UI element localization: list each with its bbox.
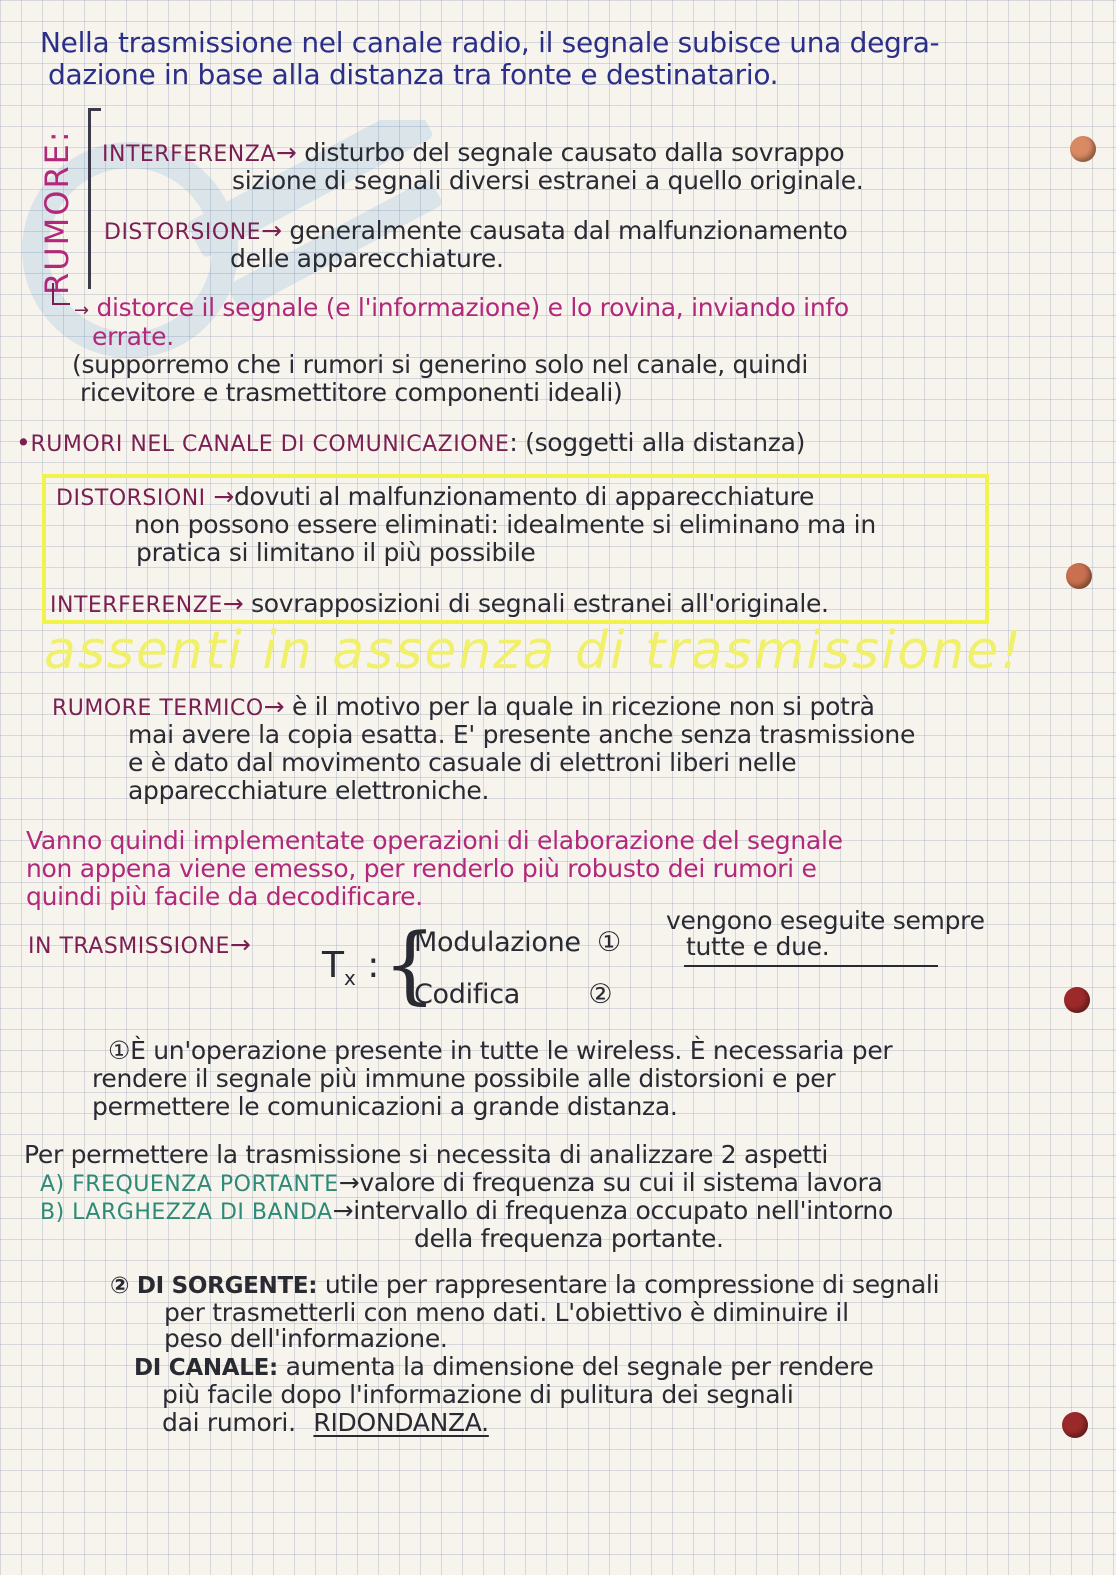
- arrow-icon: →: [275, 138, 297, 167]
- tx-label: $T_x$ :: [322, 945, 380, 991]
- arrow-icon: →: [213, 482, 234, 511]
- ridondanza-label: RIDONDANZA.: [313, 1408, 489, 1437]
- canale-def-3-row: [162, 1408, 489, 1438]
- aspetti-intro: Per permettere la trasmissione si necessita di analizzare 2 aspetti: [24, 1140, 829, 1169]
- intro-line-1: Nella trasmissione nel canale radio, il segnale subisce una degra-: [40, 26, 940, 59]
- side-note-2: tutte e due.: [686, 932, 830, 961]
- aspetti-b-label: B) LARGHEZZA DI BANDA: [40, 1200, 333, 1225]
- modulazione-line-2: rendere il segnale più immune possibile alle distorsioni e per: [92, 1064, 836, 1093]
- trasmissione-label-row: [28, 930, 251, 962]
- rumore-effect-2: errate.: [92, 322, 174, 351]
- rumore-vertical-label: RUMORE:: [38, 129, 76, 295]
- arrow-icon: →: [263, 692, 285, 721]
- distorsione-def-1: generalmente causata dal malfunzionamento: [289, 216, 848, 245]
- modulazione-line-1: ①È un'operazione presente in tutte le wireless. È necessaria per: [108, 1036, 893, 1065]
- sorgente-def-3: peso dell'informazione.: [164, 1324, 448, 1353]
- op-codifica: Codifica: [414, 979, 521, 1010]
- distorsioni-def-2: non possono essere eliminati: idealmente si eliminano ma in: [134, 510, 876, 539]
- binder-hole-1: [1070, 136, 1096, 162]
- interferenza-def-2: sizione di segnali diversi estranei a quello originale.: [232, 166, 864, 195]
- sorgente-row: [110, 1270, 939, 1301]
- distorsioni-def-3: pratica si limitano il più possibile: [136, 538, 536, 567]
- arrow-icon: →: [261, 216, 282, 245]
- side-note-underline: [684, 965, 938, 967]
- canale-term: DI CANALE:: [134, 1355, 278, 1381]
- arrow-icon: →: [229, 930, 251, 959]
- binder-hole-2: [1066, 563, 1092, 589]
- sorgente-term: ② DI SORGENTE:: [110, 1273, 318, 1299]
- op-codifica-row: [414, 980, 612, 1010]
- canale-heading: [16, 428, 805, 460]
- canale-heading-caps: RUMORI NEL CANALE DI COMUNICAZIONE: [30, 432, 510, 457]
- tx-main: T: [322, 945, 344, 986]
- corner-arrow-icon: [52, 283, 70, 305]
- tx-sub: x: [344, 966, 356, 991]
- side-note-1: vengono eseguite sempre: [666, 906, 985, 935]
- aspetti-b-def-2: della frequenza portante.: [414, 1224, 724, 1253]
- assenti-note: assenti in assenza di trasmissione!: [44, 621, 1024, 681]
- canale-def-2: più facile dopo l'informazione di pulitura dei segnali: [162, 1380, 794, 1409]
- distorsione-def-2: delle apparecchiature.: [230, 244, 504, 273]
- termico-def-4: apparecchiature elettroniche.: [128, 776, 490, 805]
- elaborazione-line-2: non appena viene emesso, per renderlo più robusto dei rumori e: [26, 854, 817, 883]
- intro-line-2: dazione in base alla distanza tra fonte e destinatario.: [48, 58, 779, 91]
- sorgente-def-2: per trasmetterli con meno dati. L'obiettivo è diminuire il: [164, 1298, 849, 1327]
- aspetti-a-def: valore di frequenza su cui il sistema lavora: [359, 1168, 883, 1197]
- op-modulazione-num: ①: [597, 927, 621, 958]
- elaborazione-line-3: quindi più facile da decodificare.: [26, 882, 423, 911]
- op-modulazione-row: [414, 928, 621, 958]
- canale-heading-paren: : (soggetti alla distanza): [509, 428, 806, 457]
- canale-def-3: dai rumori.: [162, 1408, 296, 1437]
- rumore-note-2: ricevitore e trasmettitore componenti ideali): [80, 378, 623, 407]
- arrow-icon: →: [338, 1168, 360, 1197]
- rumore-note-1: (supporremo che i rumori si generino solo nel canale, quindi: [72, 350, 809, 379]
- arrow-icon: →: [332, 1196, 354, 1225]
- trasmissione-label: IN TRASMISSIONE: [28, 934, 230, 959]
- brace-icon: {: [383, 915, 437, 1013]
- interferenza-term: INTERFERENZA: [102, 142, 276, 167]
- distorsioni-term: DISTORSIONI: [56, 486, 206, 511]
- elaborazione-line-1: Vanno quindi implementate operazioni di elaborazione del segnale: [26, 826, 843, 855]
- interferenza-def-1: disturbo del segnale causato dalla sovrappo: [304, 138, 845, 167]
- aspetti-a-label: A) FREQUENZA PORTANTE: [40, 1172, 339, 1197]
- aspetti-b-def-1: intervallo di frequenza occupato nell'intorno: [353, 1196, 893, 1225]
- termico-term: RUMORE TERMICO: [52, 696, 264, 721]
- op-modulazione: Modulazione: [414, 927, 581, 958]
- binder-hole-4: [1062, 1412, 1088, 1438]
- rumore-effect-1: distorce il segnale (e l'informazione) e lo rovina, inviando info: [96, 293, 849, 322]
- arrow-icon: →: [74, 300, 89, 321]
- op-codifica-num: ②: [588, 979, 613, 1010]
- distorsione-term: DISTORSIONE: [104, 220, 262, 245]
- arrow-icon: →: [222, 589, 244, 618]
- termico-def-2: mai avere la copia esatta. E' presente anche senza trasmissione: [128, 720, 916, 749]
- interferenze-term: INTERFERENZE: [50, 593, 223, 618]
- rumore-bracket: [88, 108, 101, 289]
- bullet-icon: •: [16, 428, 31, 457]
- canale-def-1: aumenta la dimensione del segnale per rendere: [285, 1352, 874, 1381]
- interferenze-def: sovrapposizioni di segnali estranei all'originale.: [251, 589, 829, 618]
- rumore-effect-row: [74, 293, 849, 326]
- termico-def-3: e è dato dal movimento casuale di elettroni liberi nelle: [128, 748, 797, 777]
- canale-row: [134, 1352, 874, 1383]
- sorgente-def-1: utile per rappresentare la compressione di segnali: [324, 1270, 940, 1299]
- interferenze-row: [50, 589, 829, 621]
- termico-def-1: è il motivo per la quale in ricezione non si potrà: [291, 692, 875, 721]
- distorsioni-def-1: dovuti al malfunzionamento di apparecchiature: [233, 482, 815, 511]
- binder-hole-3: [1064, 987, 1090, 1013]
- modulazione-line-3: permettere le comunicazioni a grande distanza.: [92, 1092, 678, 1121]
